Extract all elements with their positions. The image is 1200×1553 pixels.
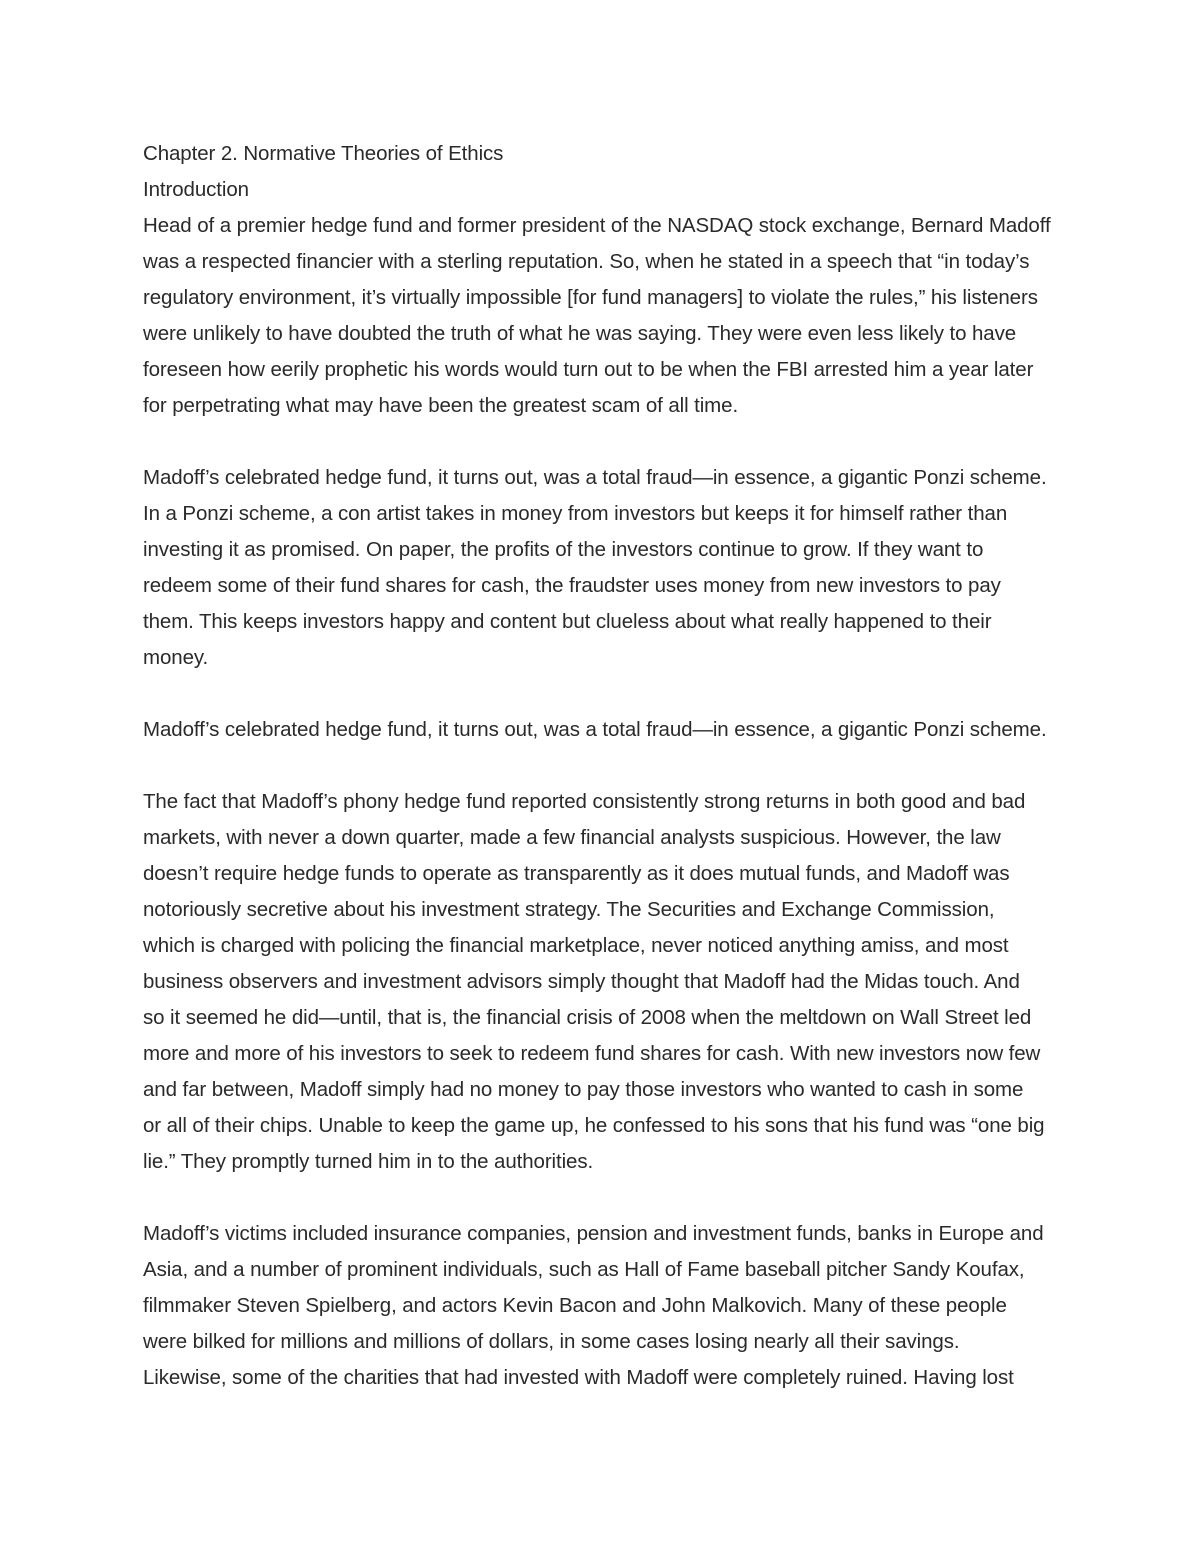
text-line: regulatory environment, it’s virtually impossible [for fund managers] to violate the rules,” his listeners	[143, 286, 1038, 309]
text-line: The fact that Madoff’s phony hedge fund reported consistently strong returns in both good and bad	[143, 790, 1026, 813]
text-line: for perpetrating what may have been the greatest scam of all time.	[143, 394, 739, 417]
text-line: filmmaker Steven Spielberg, and actors Kevin Bacon and John Malkovich. Many of these people	[143, 1294, 1007, 1317]
text-line: Likewise, some of the charities that had invested with Madoff were completely ruined. Having lost	[143, 1366, 1014, 1389]
paragraph	[143, 460, 1073, 676]
text-line: Asia, and a number of prominent individuals, such as Hall of Fame baseball pitcher Sandy Koufax,	[143, 1258, 1025, 1281]
text-line: Madoff’s victims included insurance companies, pension and investment funds, banks in Europe and	[143, 1222, 1044, 1245]
text-line: lie.” They promptly turned him in to the authorities.	[143, 1150, 594, 1173]
text-line: notoriously secretive about his investment strategy. The Securities and Exchange Commission,	[143, 898, 995, 921]
text-line: In a Ponzi scheme, a con artist takes in money from investors but keeps it for himself rather than	[143, 502, 1008, 525]
paragraph	[143, 208, 1073, 424]
pull-quote-paragraph	[143, 712, 1073, 748]
text-line: and far between, Madoff simply had no money to pay those investors who wanted to cash in some	[143, 1078, 1024, 1101]
document-body	[143, 136, 1073, 1396]
text-line: which is charged with policing the financial marketplace, never noticed anything amiss, and most	[143, 934, 1009, 957]
text-line: them. This keeps investors happy and content but clueless about what really happened to their	[143, 610, 992, 633]
text-line: markets, with never a down quarter, made a few financial analysts suspicious. However, the law	[143, 826, 1001, 849]
text-line: doesn’t require hedge funds to operate as transparently as it does mutual funds, and Madoff was	[143, 862, 1010, 885]
text-line: more and more of his investors to seek to redeem fund shares for cash. With new investors now few	[143, 1042, 1041, 1065]
text-line: or all of their chips. Unable to keep the game up, he confessed to his sons that his fund was “one big	[143, 1114, 1045, 1137]
chapter-title: Chapter 2. Normative Theories of Ethics	[143, 142, 504, 165]
text-line: investing it as promised. On paper, the profits of the investors continue to grow. If they want to	[143, 538, 984, 561]
text-line: foreseen how eerily prophetic his words would turn out to be when the FBI arrested him a year later	[143, 358, 1034, 381]
text-line: business observers and investment advisors simply thought that Madoff had the Midas touch. And	[143, 970, 1020, 993]
text-line: so it seemed he did—until, that is, the financial crisis of 2008 when the meltdown on Wall Street led	[143, 1006, 1032, 1029]
text-line: were unlikely to have doubted the truth of what he was saying. They were even less likely to have	[143, 322, 1017, 345]
section-heading: Introduction	[143, 178, 249, 201]
paragraph	[143, 784, 1073, 1180]
text-line: redeem some of their fund shares for cash, the fraudster uses money from new investors to pay	[143, 574, 1001, 597]
text-line: Madoff’s celebrated hedge fund, it turns out, was a total fraud—in essence, a gigantic Ponzi scheme.	[143, 466, 1047, 489]
text-line: Head of a premier hedge fund and former president of the NASDAQ stock exchange, Bernard Madoff	[143, 214, 1051, 237]
paragraph	[143, 1216, 1073, 1396]
text-line: money.	[143, 646, 209, 669]
text-line: was a respected financier with a sterling reputation. So, when he stated in a speech that “in today’s	[143, 250, 1030, 273]
text-line: Madoff’s celebrated hedge fund, it turns out, was a total fraud—in essence, a gigantic Ponzi scheme.	[143, 718, 1047, 741]
text-line: were bilked for millions and millions of dollars, in some cases losing nearly all their savings.	[143, 1330, 960, 1353]
